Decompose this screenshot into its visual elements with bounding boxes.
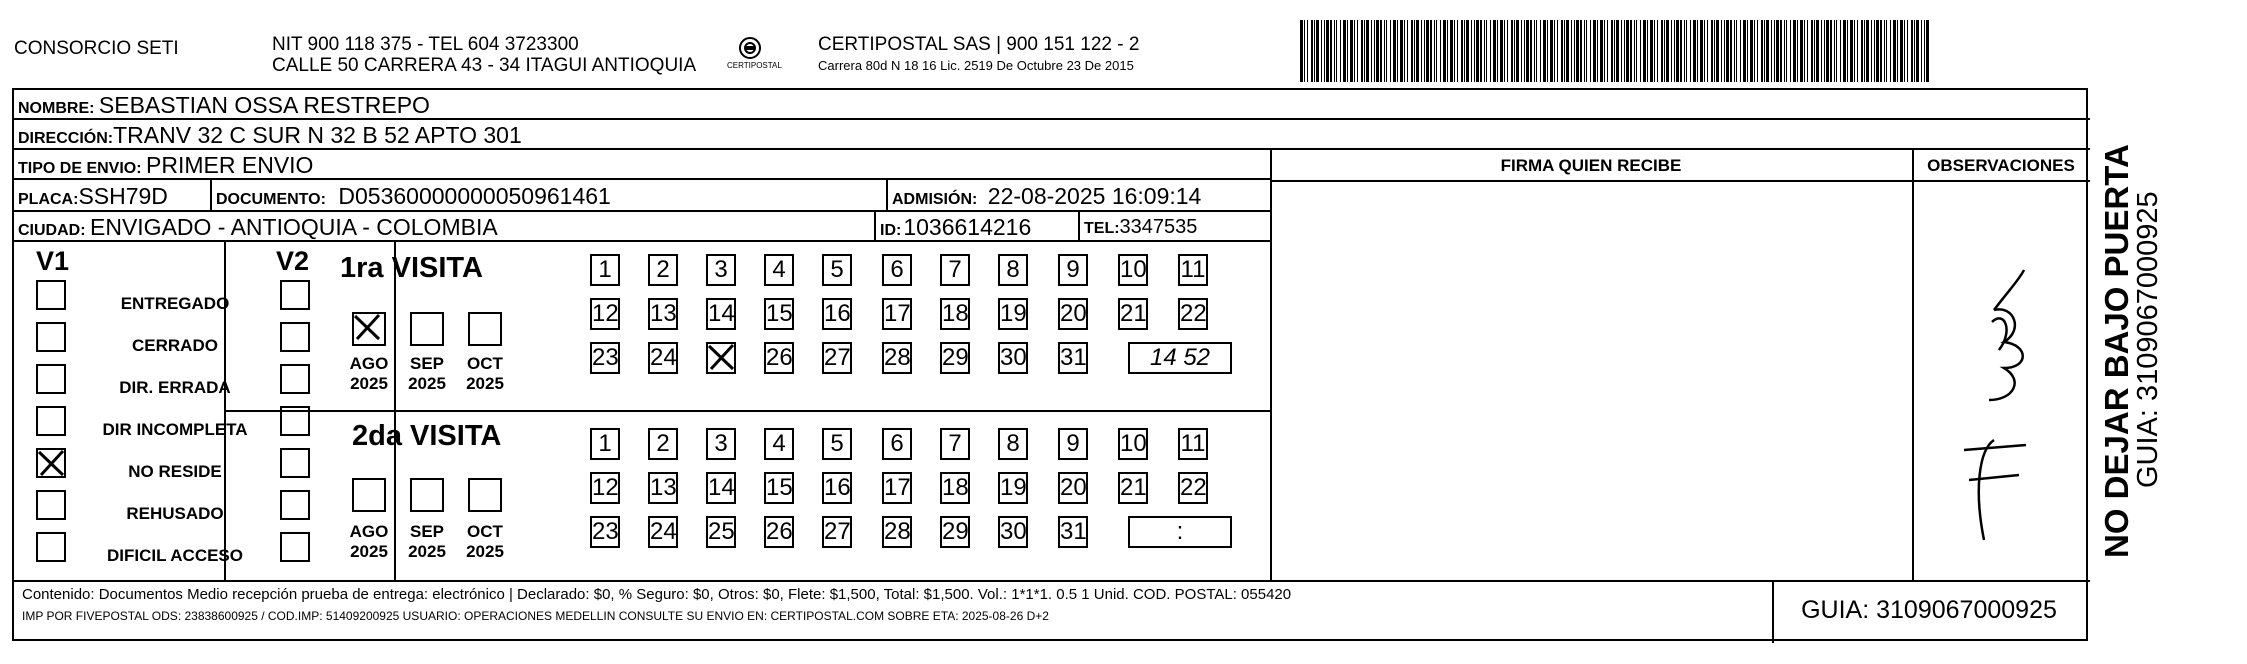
visit1-day[interactable]: 10 xyxy=(1118,254,1148,286)
status-label: REHUSADO xyxy=(126,504,224,523)
tipo-field xyxy=(18,152,313,179)
visit2-day[interactable]: 12 xyxy=(590,472,620,504)
imp-text: IMP POR FIVEPOSTAL ODS: 23838600925 / COD.IMP: 51409200925 USUARIO: OPERACIONES MEDELLIN CONSULTE SU ENVIO EN: CERTIPOSTAL.COM SOBRE ETA: 2025-08-26 D+2 xyxy=(22,609,1049,623)
visit1-month-checkbox[interactable] xyxy=(352,312,386,346)
status-label: ENTREGADO xyxy=(120,294,230,313)
footer-guia: GUIA: 3109067000925 xyxy=(1801,596,2057,624)
address-line: CALLE 50 CARRERA 43 - 34 ITAGUI ANTIOQUIA xyxy=(272,55,697,76)
visit1-day[interactable]: 6 xyxy=(882,254,912,286)
documento-value: D05360000000050961461 xyxy=(338,183,611,209)
visit2-day[interactable]: 7 xyxy=(940,428,970,460)
status-label: DIR. ERRADA xyxy=(119,378,231,397)
visit1-day[interactable]: 16 xyxy=(822,298,852,330)
v2-checkbox[interactable] xyxy=(280,364,310,394)
tipo-value: PRIMER ENVIO xyxy=(146,152,314,178)
visit1-day[interactable]: 15 xyxy=(764,298,794,330)
observaciones-header: OBSERVACIONES xyxy=(1927,156,2075,175)
logo-text: CERTIPOSTAL xyxy=(727,61,782,70)
visit1-day[interactable]: 18 xyxy=(940,298,970,330)
v1-checkbox[interactable] xyxy=(36,448,66,478)
visit2-day[interactable]: 24 xyxy=(648,516,678,548)
v2-checkbox[interactable] xyxy=(280,532,310,562)
visit1-day[interactable]: 19 xyxy=(998,298,1028,330)
visit2-day[interactable]: 9 xyxy=(1058,428,1088,460)
visit1-day[interactable]: 5 xyxy=(822,254,852,286)
visit1-day[interactable]: 14 xyxy=(706,298,736,330)
visit2-day[interactable]: 23 xyxy=(590,516,620,548)
visit1-day[interactable]: 11 xyxy=(1178,254,1208,286)
visit2-day[interactable]: 6 xyxy=(882,428,912,460)
visit1-day[interactable]: 23 xyxy=(590,342,620,374)
side-guia: GUIA: 3109067000925 xyxy=(2132,191,2164,488)
visit2-month-label xyxy=(339,522,399,562)
v2-checkbox[interactable] xyxy=(280,280,310,310)
visit1-day[interactable]: 13 xyxy=(648,298,678,330)
barcode xyxy=(1300,20,1936,82)
nombre-value: SEBASTIAN OSSA RESTREPO xyxy=(98,92,430,118)
visit2-time-box[interactable]: : xyxy=(1128,516,1232,548)
visit2-month-checkbox[interactable] xyxy=(468,478,502,512)
admision-field xyxy=(892,183,1201,210)
visit1-day[interactable]: 17 xyxy=(882,298,912,330)
month-name: OCT xyxy=(467,354,503,373)
v1-checkbox[interactable] xyxy=(36,364,66,394)
status-label: DIFICIL ACCESO xyxy=(106,546,243,565)
visit1-day[interactable]: 31 xyxy=(1058,342,1088,374)
visit2-month-checkbox[interactable] xyxy=(410,478,444,512)
visit1-day[interactable]: 12 xyxy=(590,298,620,330)
visit1-month-checkbox[interactable] xyxy=(410,312,444,346)
v1-checkbox[interactable] xyxy=(36,280,66,310)
v2-header: V2 xyxy=(276,246,310,276)
ciudad-value: ENVIGADO - ANTIOQUIA - COLOMBIA xyxy=(90,214,498,240)
v2-checkbox[interactable] xyxy=(280,322,310,352)
visit2-month-checkbox[interactable] xyxy=(352,478,386,512)
nombre-label: NOMBRE: xyxy=(18,100,95,117)
visit1-day[interactable]: 2 xyxy=(648,254,678,286)
month-year: 2025 xyxy=(466,542,504,561)
row-ciudad xyxy=(14,212,1270,242)
direccion-value: TRANV 32 C SUR N 32 B 52 APTO 301 xyxy=(113,122,522,148)
documento-field xyxy=(216,183,611,210)
visit2-title: 2da VISITA xyxy=(352,420,502,452)
tel-value: 3347535 xyxy=(1119,216,1198,238)
visit2-day[interactable]: 29 xyxy=(940,516,970,548)
visit1-day[interactable]: 7 xyxy=(940,254,970,286)
status-label: NO RESIDE xyxy=(128,462,222,481)
visit2-day[interactable]: 30 xyxy=(998,516,1028,548)
no-dejar-bajo-puerta: NO DEJAR BAJO PUERTA xyxy=(2098,144,2135,558)
month-name: SEP xyxy=(409,522,445,541)
certipostal-logo xyxy=(727,36,782,76)
id-field xyxy=(880,214,1031,241)
visit1-day[interactable]: 3 xyxy=(706,254,736,286)
v1-checkbox[interactable] xyxy=(36,322,66,352)
visit1-day[interactable]: 29 xyxy=(940,342,970,374)
admision-value: 22-08-2025 16:09:14 xyxy=(987,183,1202,209)
visit2-day[interactable]: 28 xyxy=(882,516,912,548)
month-year: 2025 xyxy=(350,374,388,393)
visit2-day[interactable]: 8 xyxy=(998,428,1028,460)
form-frame xyxy=(12,88,2088,641)
visit2-day[interactable]: 14 xyxy=(706,472,736,504)
visit1-month-label xyxy=(397,354,457,394)
visit2-day[interactable]: 25 xyxy=(706,516,736,548)
month-name: SEP xyxy=(409,354,445,373)
ciudad-field xyxy=(18,214,498,241)
contenido-text: Contenido: Documentos Medio recepción prueba de entrega: electrónico | Declarado: $0, % Seguro: $0, Otros: $0, Flete: $1,500, Total: $1,500. Vol.: 1*1*1. 0.5 1 Unid. COD. POSTAL: 055420 xyxy=(22,586,1292,603)
month-year: 2025 xyxy=(408,374,446,393)
v1-header: V1 xyxy=(36,246,70,276)
id-value: 1036614216 xyxy=(903,214,1032,240)
nit-line: NIT 900 118 375 - TEL 604 3723300 xyxy=(272,34,579,55)
visit2-month-label xyxy=(455,522,515,562)
barcode-bar xyxy=(1929,20,1930,82)
visit2-day[interactable]: 20 xyxy=(1058,472,1088,504)
visit2-day[interactable]: 5 xyxy=(822,428,852,460)
v1-checkbox[interactable] xyxy=(36,406,66,436)
status-label: DIR INCOMPLETA xyxy=(102,420,248,439)
v1-checkbox[interactable] xyxy=(36,490,66,520)
visit2-day[interactable]: 22 xyxy=(1178,472,1208,504)
id-label: ID: xyxy=(880,222,902,239)
month-year: 2025 xyxy=(408,542,446,561)
visit2-day[interactable]: 26 xyxy=(764,516,794,548)
visit2-day[interactable]: 13 xyxy=(648,472,678,504)
visit1-day[interactable]: 4 xyxy=(764,254,794,286)
ciudad-label: CIUDAD: xyxy=(18,222,86,239)
tel-field xyxy=(1084,216,1197,239)
visit2-day[interactable]: 31 xyxy=(1058,516,1088,548)
visit2-day[interactable]: 18 xyxy=(940,472,970,504)
visit2-day[interactable]: 19 xyxy=(998,472,1028,504)
month-name: OCT xyxy=(467,522,503,541)
license-line: Carrera 80d N 18 16 Lic. 2519 De Octubre 23 De 2015 xyxy=(818,58,1134,73)
placa-value: SSH79D xyxy=(78,183,168,209)
visit2-day[interactable]: 11 xyxy=(1178,428,1208,460)
visit1-time-box[interactable]: 14 52 xyxy=(1128,342,1232,374)
visit1-day[interactable]: 22 xyxy=(1178,298,1208,330)
status-label: CERRADO xyxy=(132,336,218,355)
visit1-day[interactable] xyxy=(706,342,736,374)
visit1-day[interactable]: 1 xyxy=(590,254,620,286)
row-direccion xyxy=(14,120,2090,150)
visit2-day[interactable]: 1 xyxy=(590,428,620,460)
firma-header: FIRMA QUIEN RECIBE xyxy=(1500,156,1682,175)
visit2-day[interactable]: 15 xyxy=(764,472,794,504)
visit1-day[interactable]: 27 xyxy=(822,342,852,374)
v2-checkbox[interactable] xyxy=(280,490,310,520)
visit2-day[interactable]: 21 xyxy=(1118,472,1148,504)
visit1-day[interactable]: 30 xyxy=(998,342,1028,374)
visit2-day[interactable]: 3 xyxy=(706,428,736,460)
placa-label: PLACA: xyxy=(18,191,79,208)
v1-checkbox[interactable] xyxy=(36,532,66,562)
visit1-title: 1ra VISITA xyxy=(340,252,483,284)
visit2-day[interactable]: 27 xyxy=(822,516,852,548)
row-nombre xyxy=(14,90,2090,120)
v2-checkbox[interactable] xyxy=(280,448,310,478)
row-placa xyxy=(14,180,1270,212)
certipostal-line: CERTIPOSTAL SAS | 900 151 122 - 2 xyxy=(818,34,1140,55)
v2-checkbox[interactable] xyxy=(280,406,310,436)
nombre-field xyxy=(18,92,430,119)
direccion-field xyxy=(18,122,522,149)
month-year: 2025 xyxy=(466,374,504,393)
visit1-month-label xyxy=(339,354,399,394)
month-name: AGO xyxy=(349,522,389,541)
placa-field xyxy=(18,183,168,210)
visit1-month-label xyxy=(455,354,515,394)
row-tipo xyxy=(14,150,1270,180)
month-year: 2025 xyxy=(350,542,388,561)
visit1-day[interactable]: 28 xyxy=(882,342,912,374)
company-name: CONSORCIO SETI xyxy=(14,38,179,59)
visit1-day[interactable]: 21 xyxy=(1118,298,1148,330)
month-name: AGO xyxy=(349,354,389,373)
visit1-day[interactable]: 20 xyxy=(1058,298,1088,330)
visit2-day[interactable]: 2 xyxy=(648,428,678,460)
visit2-day[interactable]: 17 xyxy=(882,472,912,504)
visit1-day[interactable]: 26 xyxy=(764,342,794,374)
visit2-month-label xyxy=(397,522,457,562)
visit2-day[interactable]: 10 xyxy=(1118,428,1148,460)
admision-label: ADMISIÓN: xyxy=(892,191,978,208)
tipo-label: TIPO DE ENVIO: xyxy=(18,160,142,177)
documento-label: DOCUMENTO: xyxy=(216,191,326,208)
visit1-month-checkbox[interactable] xyxy=(468,312,502,346)
visit2-day[interactable]: 4 xyxy=(764,428,794,460)
handwritten-signature xyxy=(1944,250,2054,560)
direccion-label: DIRECCIÓN: xyxy=(18,130,114,147)
visit1-day[interactable]: 24 xyxy=(648,342,678,374)
visit1-day[interactable]: 9 xyxy=(1058,254,1088,286)
visit2-day[interactable]: 16 xyxy=(822,472,852,504)
visit1-day[interactable]: 8 xyxy=(998,254,1028,286)
tel-label: TEL: xyxy=(1084,220,1120,237)
